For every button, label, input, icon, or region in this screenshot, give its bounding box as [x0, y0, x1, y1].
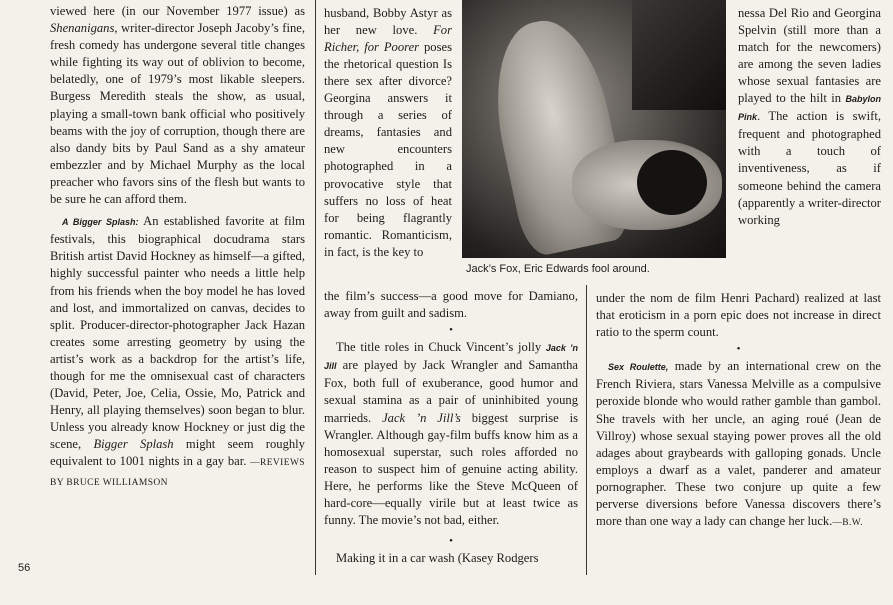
review-heading: A Bigger Splash: [62, 217, 139, 228]
column-rule [586, 285, 587, 575]
review-shenanigans: viewed here (in our November 1977 issue) as Shenanigans, writer-director Joseph Jacoby’s fine, fresh comedy has undergone several title changes while fighting its way out of oblivion to become, belatedly, one of 1979’s most likable sleepers. Burgess Meredith steals the show, as usual, playing a small-town bank official who positively beams with the joy of corruption, though there are also dandy bits by Paul Sand as a shy amateur embezzler and by Michael Murphy as the local preacher who favors sins of the flesh but wants to be sure he can afford them. [50, 4, 305, 207]
film-title: Jack ’n Jill’s [382, 410, 461, 425]
film-title: Shenanigans [50, 21, 115, 36]
film-title: Jack ’n Jill [324, 343, 578, 372]
photo-caption: Jack’s Fox, Eric Edwards fool around. [466, 263, 650, 275]
column-1 [50, 3, 305, 492]
film-title: Sex Roulette, [608, 362, 669, 373]
column-2-bottom: the film’s success—a good move for Damiano, away from guilt and sadism. • The title roles in Chuck Vincent’s jolly Jack ’n Jill are played by Jack Wrangler and Samantha Fox, both full of exuberance, good humor and sexual stamina as a pair of uninhibited young marrieds. Jack ’n Jill’s biggest surprise is Wrangler. Although gay-film buffs know him as a homosexual superstar, such roles afforded no reason to suspect him of genuine acting ability. Here, he performs like the Steve McQueen of hard-core—equally virile but at least twice as funny. The movie’s not bad, either. • Making it in a car wash (Kasey Rodgers [324, 288, 578, 567]
review-sex-roulette: Sex Roulette, made by an international crew on the French Riviera, stars Vanessa Melville as a compulsive peroxide blonde who would rather gamble than gambol. She travels with her uncle, an aging roué (Jean de Villroy) whose sexual staying power proves all the old adages about graybeards with galloping gonads. Uncle employs a dwarf as a valet, panderer and amateur pornographer. These two conjure up quite a few perverse diversions before Vanessa discovers there’s more than one way a lady can change her luck.—B.W. [596, 359, 881, 529]
column-rule [315, 0, 316, 575]
film-title: Bigger Splash [93, 437, 174, 452]
column-3-bottom: under the nom de film Henri Pachard) realized at last that eroticism in a porn epic does not increase in direct ratio to the sperm count. • Sex Roulette, made by an international crew on the French Riviera, stars Vanessa Melville as a compulsive peroxide blonde who would rather gamble than gambol. She travels with her uncle, an aging roué (Jean de Villroy) whose sexual staying power proves all the old adages about graybeards with galloping gonads. Uncle employs a dwarf as a valet, panderer and amateur pornographer. These two conjure up quite a few perverse diversions before Vanessa discovers there’s more than one way a lady can change her luck.—B.W. [596, 290, 881, 532]
film-still-photo [462, 0, 726, 258]
film-title: Babylon Pink [738, 94, 881, 123]
section-bullet: • [449, 324, 453, 337]
section-bullet: • [736, 343, 741, 356]
column-2-top: husband, Bobby Astyr as her new love. For Richer, for Poorer poses the rhetorical question Is there sex after divorce? Georgina answers it through a series of dreams, fantasies and new encounters photographed in a provocative style that suffers no loss of heat for being flagrantly romantic. Romanticism, in fact, is the key to [324, 5, 452, 259]
page-number: 56 [18, 562, 31, 574]
film-title: For Richer, for Poorer [324, 22, 452, 54]
byline: —REVIEWS BY BRUCE WILLIAMSON [50, 458, 305, 488]
column-3-top: nessa Del Rio and Georgina Spelvin (still more than a match for the newcomers) are among the seven ladies whose sexual fantasies are played to the hilt in Babylon Pink. The action is swift, frequent and photographed with a touch of inventiveness, as if someone behind the camera (apparently a writer-director working [738, 5, 881, 227]
byline: —B.W. [832, 518, 864, 529]
review-jack-n-jill: The title roles in Chuck Vincent’s jolly Jack ’n Jill are played by Jack Wrangler and Samantha Fox, both full of exuberance, good humor and sexual stamina as a pair of uninhibited young marrieds. Jack ’n Jill’s biggest surprise is Wrangler. Although gay-film buffs know him as a homosexual superstar, such roles afforded no reason to suspect him of genuine acting ability. Here, he performs like the Steve McQueen of hard-core—equally virile but at least twice as funny. The movie’s not bad, either. [324, 340, 579, 528]
review-car-wash: Making it in a car wash (Kasey Rodgers [336, 551, 539, 566]
review-bigger-splash: A Bigger Splash: An established favorite at film festivals, this biographical docudrama stars British artist David Hockney as himself—a gifted, highly successful painter who needs a little help from his friends when the boy model he has loved and lost, and immortalized on canvas, decides to split. Producer-director-photographer Jack Hazan creates some arresting geometry by using the artist’s work as a backdrop for the artist’s life, though for me the omnisexual cast of characters (David, Peter, Joe, Celia, Ossie, Mo, Patrick and Henry, all playing themselves) soon began to blur. Unless you already know Hockney or just dig the scene, Bigger Splash might seem roughly equivalent to 1001 nights in a gay bar. —REVIEWS BY BRUCE WILLIAMSON [50, 214, 305, 488]
section-bullet: • [449, 535, 453, 548]
